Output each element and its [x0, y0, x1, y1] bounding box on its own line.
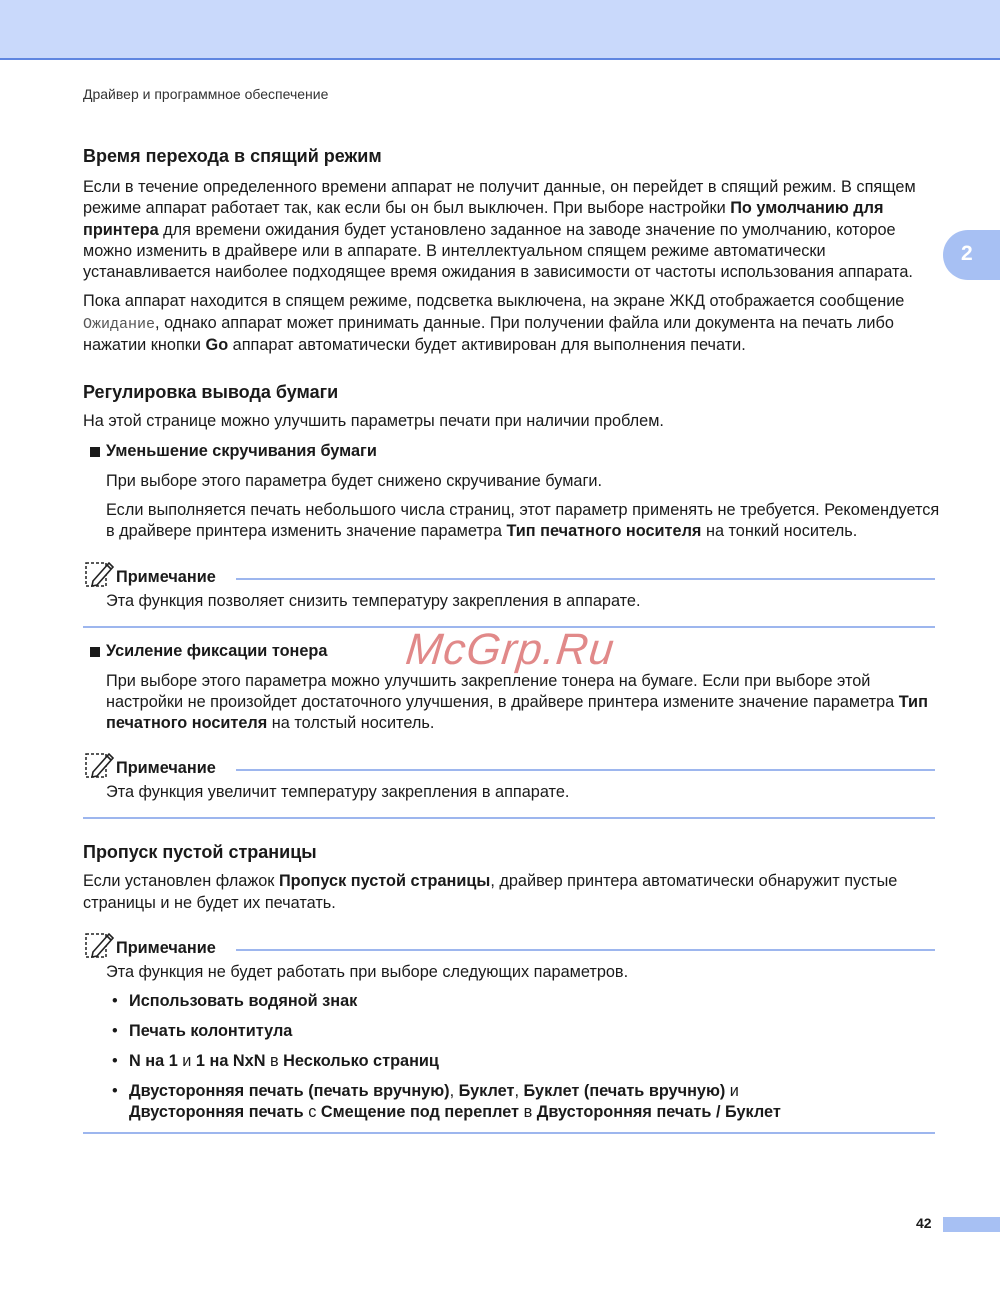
excluded-options-list — [83, 991, 935, 1123]
running-header: Драйвер и программное обеспечение — [83, 86, 329, 102]
paper-intro: На этой странице можно улучшить параметры печати при наличии проблем. — [83, 412, 664, 431]
watermark-text: McGrp.Ru — [403, 625, 618, 674]
note-title: Примечание — [116, 939, 216, 958]
curl-paragraph-1: При выборе этого параметра будет снижено скручивание бумаги. — [106, 471, 603, 490]
curl-option-title: Уменьшение скручивания бумаги — [83, 441, 940, 462]
top-header-band — [0, 0, 1000, 60]
list-item: • Двусторонняя печать (печать вручную), Буклет, Буклет (печать вручную) и Двусторонняя печать с Смещение под переплет в Двусторонняя печать / Буклет — [112, 1082, 781, 1122]
note-pencil-icon — [83, 930, 115, 960]
toner-note-text: Эта функция увеличит температуру закрепления в аппарате. — [106, 783, 570, 802]
sleep-paragraph-2: Пока аппарат находится в спящем режиме, подсветка выключена, на экране ЖКД отображается сообщение Ожидание, однако аппарат может принимать данные. При получении файла или документа на печать либо нажатии кнопки Go аппарат автоматически будет активирован для выполнения печати. — [83, 292, 905, 355]
note-box — [83, 563, 935, 628]
curl-paragraph-2: Если выполняется печать небольшого числа страниц, этот параметр применять не требуется. Рекомендуется в драйвере принтера изменить значение параметра Тип печатного носителя на тонкий носитель. — [106, 500, 940, 541]
chapter-tab — [943, 230, 1000, 280]
note-box — [83, 934, 935, 1134]
page-number: 42 — [916, 1215, 932, 1231]
blank-page-heading: Пропуск пустой страницы — [83, 842, 317, 863]
note-pencil-icon — [83, 559, 115, 589]
paper-heading: Регулировка вывода бумаги — [83, 382, 339, 403]
blank-note-text: Эта функция не будет работать при выборе следующих параметров. — [106, 963, 629, 982]
list-item: • Печать колонтитула — [112, 1022, 293, 1041]
chapter-number: 2 — [961, 242, 973, 265]
page-number-bar — [943, 1217, 1000, 1232]
curl-note-text: Эта функция позволяет снизить температуру закрепления в аппарате. — [106, 591, 641, 610]
list-item: • N на 1 и 1 на NxN в Несколько страниц — [112, 1052, 439, 1071]
note-divider — [236, 769, 935, 771]
sleep-heading: Время перехода в спящий режим — [83, 146, 382, 166]
list-item: • Использовать водяной знак — [112, 992, 358, 1011]
note-title: Примечание — [116, 567, 216, 586]
note-title: Примечание — [116, 759, 216, 778]
sleep-paragraph-1: Если в течение определенного времени аппарат не получит данные, он перейдет в спящий режим. В спящем режиме аппарат работает так, как если бы он был выключен. При выборе настройки По умолчанию для принтера для времени ожидания будет установлено заданное на заводе значение по умолчанию, которое можно изменить в драйвере или в аппарате. В интеллектуальном спящем режиме автоматически устанавливается наиболее подходящее время ожидания в зависимости от частоты использования аппарата. — [83, 178, 916, 282]
note-box — [83, 754, 935, 819]
blank-page-paragraph: Если установлен флажок Пропуск пустой страницы, драйвер принтера автоматически обнаружит пустые страницы и не будет их печатать. — [83, 872, 898, 912]
square-bullet-icon — [90, 447, 100, 457]
note-pencil-icon — [83, 750, 115, 780]
toner-paragraph: При выборе этого параметра можно улучшить закрепление тонера на бумаге. Если при выборе этой настройки не произойдет достаточного улучшения, в драйвере принтера измените значение параметра Тип печатного носителя на толстый носитель. — [106, 671, 928, 733]
toner-option-title: Усиление фиксации тонера — [83, 641, 940, 662]
square-bullet-icon — [90, 647, 100, 657]
note-divider — [236, 578, 935, 580]
note-divider — [236, 949, 935, 951]
